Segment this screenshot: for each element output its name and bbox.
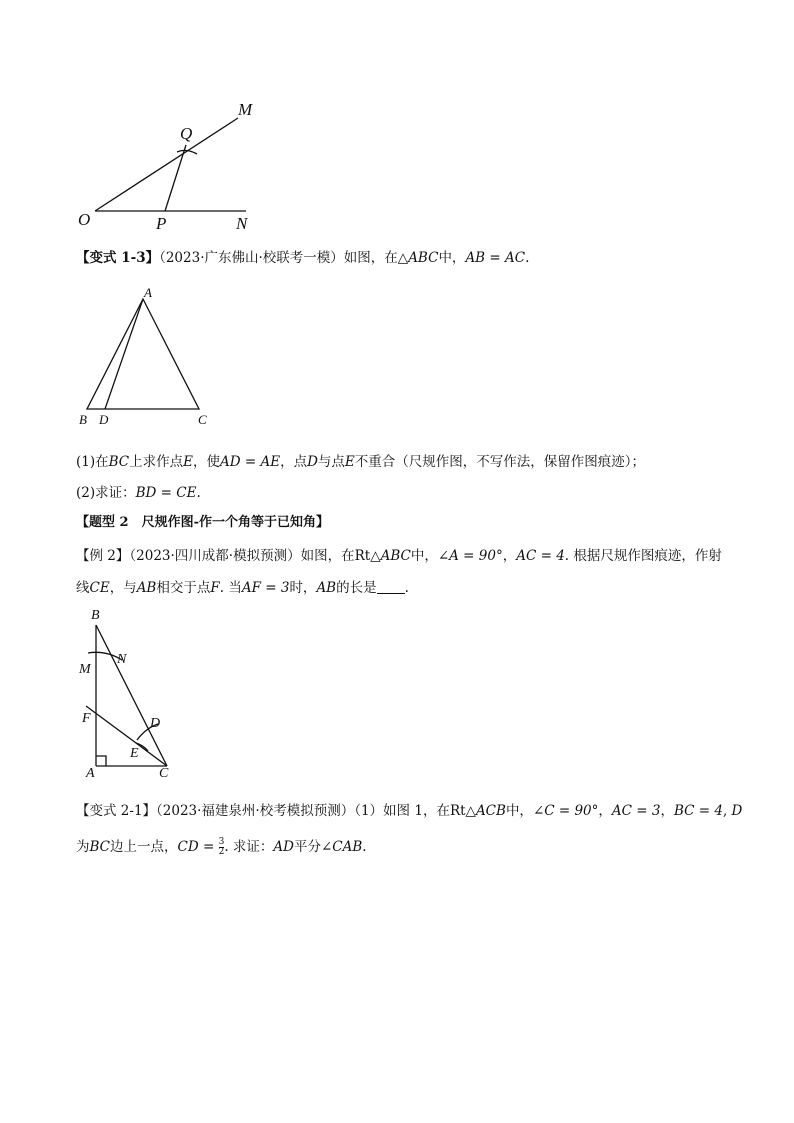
text: 求证： [95, 485, 136, 501]
text: ， [502, 548, 517, 564]
text: ， [660, 803, 674, 819]
text: 线 [76, 580, 90, 596]
text: . [196, 485, 201, 501]
text: . 当 [219, 580, 242, 596]
math: ∠CAB [320, 839, 363, 855]
label-M: M [79, 662, 91, 677]
math: E [344, 454, 355, 470]
text: 边上一点， [110, 839, 178, 855]
arc-mark-Q [177, 150, 197, 154]
math: BC = 4 [673, 803, 723, 819]
math: Rt [449, 803, 466, 819]
math: AF = 3 [241, 580, 290, 596]
variant-tag: 【变式 2-1】 [76, 803, 157, 819]
text: 中， [410, 548, 438, 564]
text: 相交于点 [156, 580, 211, 596]
math: CE [89, 580, 110, 596]
text: 在 [95, 454, 109, 470]
label-A: A [144, 285, 152, 300]
answer-blank [377, 579, 405, 594]
math: CD = [177, 839, 215, 855]
text: 不重合（尺规作图，不写作法，保留作图痕迹）； [354, 454, 646, 470]
math: AC = 3 [611, 803, 661, 819]
math: F [210, 580, 220, 596]
q-num: (1) [76, 454, 96, 470]
text: 时， [289, 580, 317, 596]
variant-2-1-line-1 [76, 801, 742, 821]
text: . [362, 839, 367, 855]
math: ABC [380, 548, 411, 564]
label-C: C [159, 766, 169, 781]
text: . [404, 580, 409, 596]
label-Q: Q [180, 124, 193, 143]
label-O: O [78, 210, 91, 229]
math: AB [316, 580, 337, 596]
label-B: B [91, 608, 100, 623]
math: D [731, 803, 743, 819]
text: , [722, 803, 732, 819]
text: 中， [438, 250, 466, 266]
variant-2-1-line-2 [76, 837, 367, 857]
math: D [307, 454, 318, 470]
label-P: P [156, 214, 167, 233]
text: ，与 [109, 580, 137, 596]
question-2 [76, 483, 201, 503]
text: 中， [505, 803, 533, 819]
math: E [183, 454, 193, 470]
topic-heading: 【题型 2 尺规作图-作一个角等于已知角】 [76, 515, 329, 530]
label-M: M [238, 100, 253, 119]
math: BC [89, 839, 111, 855]
label-C: C [198, 412, 207, 427]
math: BC [108, 454, 130, 470]
q-num: (2) [76, 485, 96, 501]
triangle-symbol: △ [370, 548, 381, 564]
math: AB [136, 580, 157, 596]
variant-1-3-statement [76, 248, 529, 268]
ray-OM [95, 118, 238, 211]
text: 与点 [317, 454, 345, 470]
label-D: D [99, 412, 109, 427]
math: AD [273, 839, 294, 855]
label-A: A [86, 766, 95, 781]
label-B: B [79, 412, 87, 427]
math: AC = 4 [516, 548, 565, 564]
math: Rt [354, 548, 371, 564]
text: ，使 [193, 454, 220, 470]
variant-tag: 【变式 1-3】 [76, 250, 160, 266]
text: . 根据尺规作图痕迹，作射 [564, 548, 722, 564]
triangle-symbol: △ [397, 250, 409, 266]
text: . 求证： [224, 839, 274, 855]
example-tag: 【例 2】 [76, 548, 130, 564]
example-2-line-2 [76, 578, 409, 598]
math: BD = CE [135, 485, 197, 501]
fraction-denominator: 2 [218, 847, 225, 857]
question-1 [76, 452, 645, 472]
math: AD = AE [220, 454, 281, 470]
text: 为 [76, 839, 90, 855]
segment-PQ [165, 145, 186, 211]
condition: AB = AC [465, 250, 526, 266]
text: 的长是 [336, 580, 377, 596]
source: （2023·四川成都·模拟预测）如图，在 [129, 548, 355, 564]
math: ∠C = 90° [532, 803, 599, 819]
example-2-line-1 [76, 546, 722, 566]
text: 上求作点 [129, 454, 184, 470]
text: ，点 [280, 454, 308, 470]
text: 平分 [293, 839, 321, 855]
triangle-symbol: △ [465, 803, 476, 819]
text: ， [598, 803, 612, 819]
label-E: E [130, 746, 139, 761]
label-N: N [236, 214, 248, 233]
label-N: N [117, 652, 127, 667]
text: . [525, 250, 530, 266]
math: ACB [475, 803, 506, 819]
source: （2023·广东佛山·校联考一模）如图，在 [159, 250, 398, 266]
source: （2023·福建泉州·校考模拟预测）（1）如图 1，在 [156, 803, 450, 819]
label-F: F [82, 711, 91, 726]
triangle-name: ABC [408, 250, 439, 266]
label-D: D [150, 716, 161, 731]
math: ∠A = 90° [437, 548, 503, 564]
fraction-numerator: 3 [218, 837, 225, 847]
